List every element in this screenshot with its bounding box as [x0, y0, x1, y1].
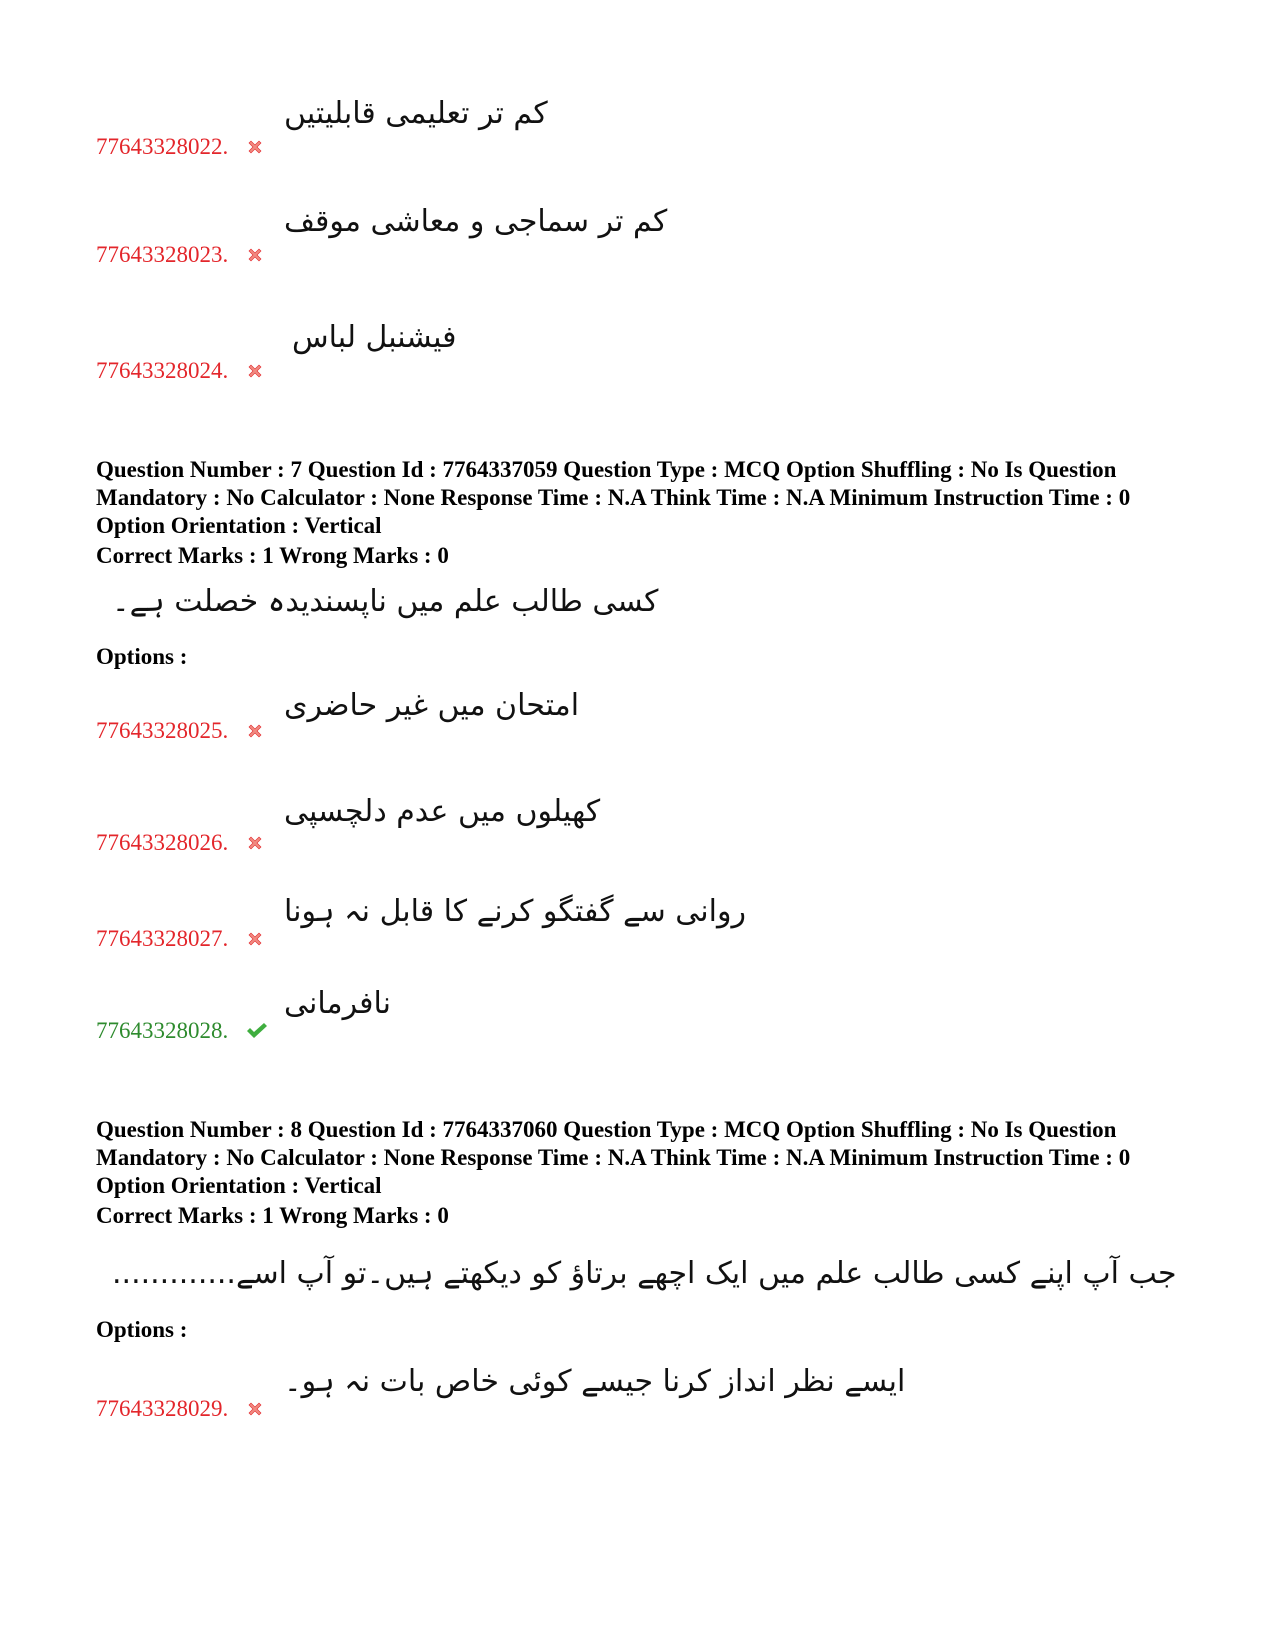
cross-icon: [246, 834, 264, 852]
option-text: روانی سے گفتگو کرنے کا قابل نہ ہونا: [284, 894, 746, 929]
option-77643328028: [96, 964, 796, 1044]
question-7-options-label: Options :: [96, 644, 188, 669]
option-77643328026: [96, 776, 796, 856]
option-77643328025: [96, 664, 796, 744]
question-7-marks: Correct Marks : 1 Wrong Marks : 0: [96, 543, 449, 568]
cross-icon: [246, 930, 264, 948]
question-7-text: کسی طالب علم میں ناپسندیدہ خصلت ہے۔: [112, 584, 659, 619]
option-77643328024: [96, 304, 796, 384]
option-77643328022: [96, 80, 796, 160]
option-id: 77643328025.: [96, 718, 229, 743]
question-8-marks: Correct Marks : 1 Wrong Marks : 0: [96, 1203, 449, 1228]
question-7-header: Question Number : 7 Question Id : 7764337059 Question Type : MCQ Option Shuffling : No Is Question Mandatory : No Calculator : None Response Time : N.A Think Time : N.A Minimum Instruction Time : 0 Option Orientation : Vertical: [96, 457, 1131, 538]
cross-icon: [246, 722, 264, 740]
question-8-header: Question Number : 8 Question Id : 7764337060 Question Type : MCQ Option Shuffling : No Is Question Mandatory : No Calculator : None Response Time : N.A Think Time : N.A Minimum Instruction Time : 0 Option Orientation : Vertical: [96, 1117, 1131, 1198]
option-77643328029: [96, 1342, 906, 1422]
cross-icon: [246, 138, 264, 156]
option-text: ایسے نظر انداز کرنا جیسے کوئی خاص بات نہ ہو۔: [284, 1364, 906, 1399]
option-77643328027: [96, 872, 796, 952]
option-text: کم تر سماجی و معاشی موقف: [284, 204, 668, 239]
option-id: 77643328027.: [96, 926, 229, 951]
cross-icon: [246, 246, 264, 264]
option-id: 77643328022.: [96, 134, 229, 159]
question-8-options-label: Options :: [96, 1317, 188, 1342]
option-77643328023: [96, 188, 796, 268]
cross-icon: [246, 1400, 264, 1418]
option-text: نافرمانی: [284, 986, 391, 1021]
option-id: 77643328023.: [96, 242, 229, 267]
option-text: کم تر تعلیمی قابلیتیں: [284, 96, 548, 131]
option-text: امتحان میں غیر حاضری: [284, 688, 580, 723]
option-text: فیشنبل لباس: [292, 320, 457, 355]
option-id: 77643328029.: [96, 1396, 229, 1421]
option-text: کھیلوں میں عدم دلچسپی: [284, 794, 601, 829]
question-8-text: جب آپ اپنے کسی طالب علم میں ایک اچھے برتاؤ کو دیکھتے ہیں۔تو آپ اسے.............: [112, 1256, 1177, 1291]
check-icon: [246, 1022, 268, 1040]
option-id: 77643328026.: [96, 830, 229, 855]
option-id: 77643328024.: [96, 358, 229, 383]
option-id: 77643328028.: [96, 1018, 229, 1043]
cross-icon: [246, 362, 264, 380]
